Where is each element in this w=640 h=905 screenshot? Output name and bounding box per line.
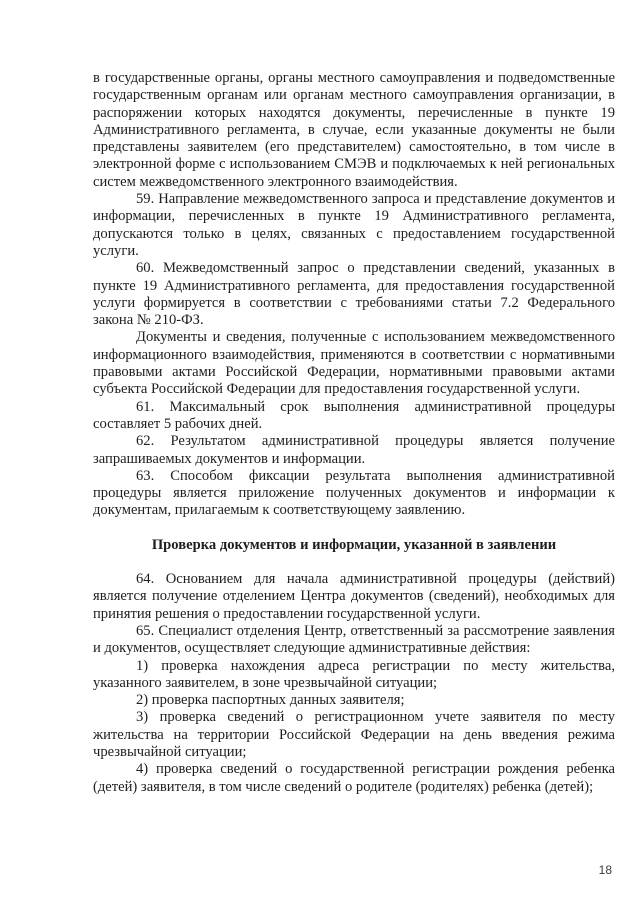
paragraph-continuation: в государственные органы, органы местного самоуправления и подведомственные государственным органам или органам местного самоуправления организации, в распоряжении которых находятся документы, перечисленные в пункте 19 Административного регламента, в случае, если указанные документы не были представлены заявителем (его представителем) самостоятельно, в том числе в электронной форме с использованием СМЭВ и подключаемых к ней региональных систем межведомственного электронного взаимодействия.: [93, 70, 615, 190]
paragraph-61: 61. Максимальный срок выполнения административной процедуры составляет 5 рабочих дней.: [93, 398, 615, 432]
section-heading: Проверка документов и информации, указанной в заявлении: [151, 536, 557, 553]
page-number: 18: [598, 863, 612, 877]
list-item-2: 2) проверка паспортных данных заявителя;: [136, 692, 405, 709]
paragraph-65: 65. Специалист отделения Центр, ответственный за рассмотрение заявления и документов, осуществляет следующие административные действия:: [93, 622, 615, 657]
paragraph-59: 59. Направление межведомственного запроса и представление документов и информации, перечисленных в пункте 19 Административного регламента, допускаются только в целях, связанных с предоставлением государственной услуги.: [93, 191, 615, 259]
list-item-4: 4) проверка сведений о государственной регистрации рождения ребенка (детей) заявителя, в том числе сведений о родителе (родителях) ребенка (детей);: [93, 761, 615, 795]
paragraph-documents-and-info: Документы и сведения, полученные с использованием межведомственного информационного взаимодействия, применяются в соответствии с нормативными правовыми актами Российской Федерации, нормативными правовыми актами субъекта Российской Федерации для предоставления государственной услуги.: [93, 329, 615, 398]
paragraph-64: 64. Основанием для начала административной процедуры (действий) является получение отделением Центра документов (сведений), необходимых для принятия решения о предоставлении государственной услуги.: [93, 571, 615, 622]
paragraph-60: 60. Межведомственный запрос о представлении сведений, указанных в пункте 19 Административного регламента, для предоставления государственной услуги формируется в соответствии с требованиями статьи 7.2 Федерального закона № 210-ФЗ.: [93, 260, 615, 329]
list-item-1: 1) проверка нахождения адреса регистрации по месту жительства, указанного заявителем, в зоне чрезвычайной ситуации;: [93, 657, 615, 691]
document-body: [93, 70, 615, 796]
spacer: [93, 554, 615, 571]
paragraph-62: 62. Результатом административной процедуры является получение запрашиваемых документов и информации.: [93, 433, 615, 467]
paragraph-63: 63. Способом фиксации результата выполнения административной процедуры является приложение полученных документов и информации к документам, прилагаемым к соответствующему заявлению.: [93, 467, 615, 519]
spacer: [93, 520, 615, 537]
list-item-3: 3) проверка сведений о регистрационном учете заявителя по месту жительства на территории Российской Федерации на день введения режима чрезвычайной ситуации;: [93, 709, 615, 760]
